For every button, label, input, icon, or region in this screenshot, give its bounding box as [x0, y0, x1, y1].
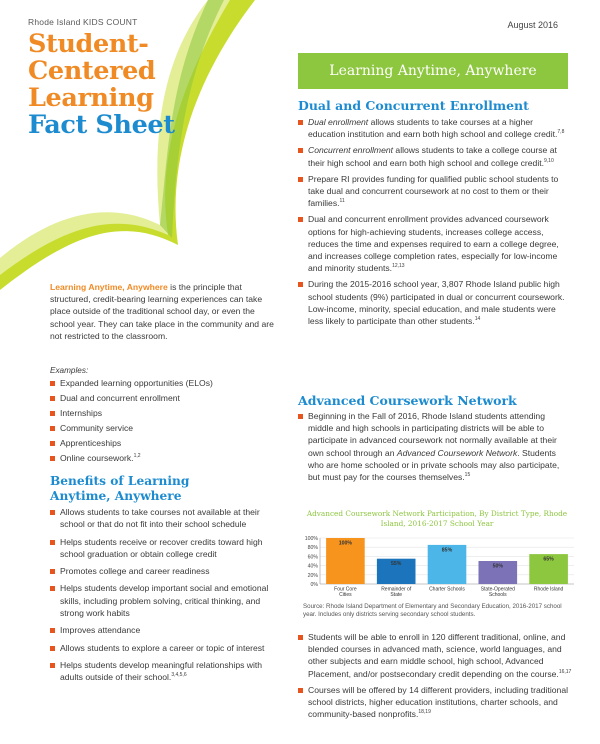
example-text: Apprenticeships [60, 438, 122, 448]
section-banner [298, 53, 568, 89]
benefits-heading: Benefits of Learning Anytime, Anywhere [50, 474, 190, 503]
x-category-label: Rhode Island [533, 586, 564, 593]
title-line-1: Student- [28, 29, 149, 59]
bar-value-label: 50% [492, 563, 503, 570]
list-item [298, 116, 572, 140]
list-item [298, 631, 572, 680]
y-tick-label: 60% [307, 554, 318, 561]
item-text: During the 2015-2016 school year, 3,807 Rhode Island public high school students (9%) participated in dual or concurrent coursework. Low-income, minority, special education, and male students were less likely to participate than other students. [308, 279, 565, 327]
organization-name: Rhode Island KIDS COUNT [28, 17, 138, 27]
bar-value-label: 55% [391, 561, 402, 568]
list-item [298, 410, 570, 483]
list-item [50, 407, 270, 422]
term: Advanced Coursework Network [396, 447, 518, 458]
example-text: Internships [60, 408, 103, 418]
page-title [28, 31, 218, 139]
chart-title: Advanced Coursework Network Participation, By District Type, Rhode Island, 2016-2017 School Year [306, 509, 568, 528]
y-tick-label: 100% [304, 536, 318, 542]
title-line-3: Learning [28, 83, 154, 113]
item-text: allows students to take courses at a higher education institution and earn both high school and college credit. [308, 117, 558, 140]
x-category-label: Four Core Cities [334, 586, 357, 598]
footnote-ref: 12,13 [392, 263, 405, 270]
benefit-text: Helps students receive or recover credits toward high school graduation or obtain college credit [60, 536, 263, 559]
list-item [50, 624, 278, 636]
term: Dual enrollment [308, 117, 369, 127]
benefit-text: Promotes college and career readiness [60, 566, 210, 577]
list-item [50, 536, 278, 561]
advanced-coursework-heading: Advanced Coursework Network [298, 393, 517, 408]
term: Concurrent enrollment [308, 145, 394, 156]
list-item [50, 582, 278, 619]
benefits-list [50, 506, 278, 689]
footnote-ref: 7,8 [557, 129, 565, 136]
item-text: allows students to take a college course at their high school and earn both high school and college credit. [308, 145, 557, 168]
footnote-ref: 18,19 [418, 709, 431, 716]
y-tick-label: 20% [307, 572, 318, 579]
list-item [50, 452, 270, 467]
list-item [50, 437, 270, 452]
advanced-coursework-list [298, 410, 570, 487]
list-item [50, 377, 270, 392]
intro-paragraph [50, 281, 275, 342]
footnote-ref: 3,4,5,6 [171, 672, 187, 679]
benefit-text: Improves attendance [60, 625, 141, 636]
item-text: Students will be able to enroll in 120 different traditional, online, and blended courses in advanced math, science, world languages, and other subjects and earn middle school, high school, Advanced Placement, and/or postsecondary credit depending on the course. [308, 632, 566, 679]
x-category-label: State-Operated Schools [480, 586, 515, 598]
list-item [50, 659, 278, 684]
list-item [50, 422, 270, 437]
x-category-label: Remainder of State [381, 586, 412, 598]
course-details-list [298, 631, 572, 724]
example-text: Community service [60, 423, 134, 433]
item-text: Beginning in the Fall of 2016, Rhode Island students attending middle and high schools in participating districts will be able to participate in advanced coursework not normally available at their own school through an [308, 411, 557, 458]
list-item [298, 213, 572, 274]
benefit-text: Allows students to explore a career or topic of interest [60, 642, 265, 653]
list-item [50, 392, 270, 407]
item-text: . Students who are home schooled or in private schools may also participate, but must pay for the courses themselves. [308, 447, 560, 483]
intro-lead: Learning Anytime, Anywhere [50, 282, 168, 292]
dual-enrollment-list [298, 116, 572, 331]
examples-label: Examples: [50, 366, 89, 375]
list-item [298, 684, 572, 721]
list-item [50, 565, 278, 577]
bar-value-label: 100% [338, 540, 353, 547]
item-text: Dual and concurrent enrollment provides advanced coursework options for high-achieving students, increases college access, reduces the time and expenses required to earn a college degree, and increases college completion rates, especially for low-income and minority students. [308, 214, 559, 274]
y-tick-label: 40% [307, 563, 318, 570]
footnote-ref: 14 [474, 316, 481, 323]
item-text: Prepare RI provides funding for qualified public school students to take dual and concurrent coursework at no cost to them or their families. [308, 173, 559, 209]
title-line-4: Fact Sheet [28, 110, 175, 140]
intro-body: is the principle that structured, credit-bearing learning experiences can take place outside of the traditional school day, or even the school year. They can take place in the community and are not restricted to the classroom. [50, 282, 274, 341]
bar-value-label: 85% [441, 547, 453, 554]
list-item [298, 173, 572, 210]
example-text: Dual and concurrent enrollment [60, 393, 180, 403]
benefit-text: Allows students to take courses not available at their school or that do not fit into their school schedule [60, 507, 260, 530]
list-item [50, 506, 278, 531]
footnote-ref: 9,10 [544, 157, 554, 164]
y-tick-label: 80% [307, 545, 318, 552]
benefit-text: Helps students develop important social and emotional skills, including problem solving, critical thinking, and strong work habits [60, 583, 269, 619]
example-text: Expanded learning opportunities (ELOs) [60, 378, 213, 388]
benefit-text: Helps students develop meaningful relationships with adults outside of their school. [60, 659, 263, 683]
list-item [50, 642, 278, 654]
list-item [298, 278, 572, 327]
list-item [298, 144, 572, 168]
participation-bar-chart [298, 534, 576, 602]
example-text: Online coursework. [60, 453, 134, 463]
y-tick-label: 0% [310, 582, 318, 588]
footnote-ref: 16,17 [558, 668, 572, 675]
bar-value-label: 65% [543, 556, 554, 563]
title-line-2: Centered [28, 56, 156, 86]
dual-enrollment-heading: Dual and Concurrent Enrollment [298, 98, 529, 113]
chart-source: Source: Rhode Island Department of Elementary and Secondary Education, 2016-2017 school year. Includes only districts serving secondary school students. [303, 603, 562, 618]
examples-list [50, 377, 270, 467]
footnote-ref: 11 [339, 198, 345, 205]
item-text: Courses will be offered by 14 different providers, including traditional school districts, higher education institutions, charter schools, and community-based nonprofits. [308, 684, 569, 720]
footnote-ref: 15 [464, 472, 471, 479]
banner-text: Learning Anytime, Anywhere [329, 63, 537, 79]
x-category-label: Charter Schools [429, 586, 465, 593]
publication-date: August 2016 [507, 20, 558, 30]
footnote-ref: 1,2 [133, 453, 141, 460]
